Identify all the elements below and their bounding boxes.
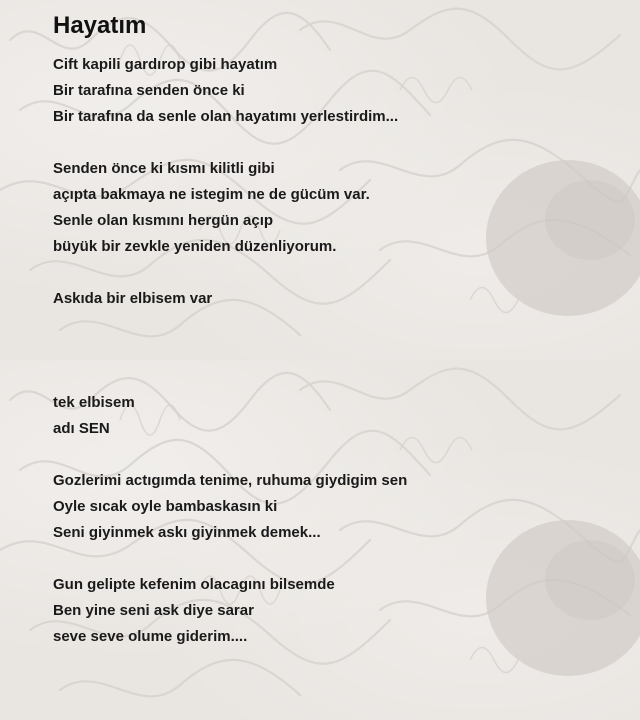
poem-line: Senden önce ki kısmı kilitli gibi xyxy=(53,160,275,177)
stanza-spacer xyxy=(53,130,613,156)
poem-container xyxy=(53,10,613,650)
poem-line: Gun gelipte kefenim olacagını bilsemde xyxy=(53,576,335,593)
stanza-1 xyxy=(53,52,613,130)
poem-line: Gozlerimi actıgımda tenime, ruhuma giydigim sen xyxy=(53,472,408,489)
poem-line: tek elbisem xyxy=(53,394,135,411)
poem-line: Ben yine seni ask diye sarar xyxy=(53,602,254,619)
poem-line: Oyle sıcak oyle bambaskasın ki xyxy=(53,498,278,515)
stanza-spacer xyxy=(53,312,613,390)
poem-line: Seni giyinmek askı giyinmek demek... xyxy=(53,524,321,541)
stanza-spacer xyxy=(53,442,613,468)
poem-line: açıpta bakmaya ne istegim ne de gücüm var. xyxy=(53,186,370,203)
poem-line: büyük bir zevkle yeniden düzenliyorum. xyxy=(53,238,337,255)
stanza-4 xyxy=(53,390,613,442)
stanza-3 xyxy=(53,286,613,312)
stanza-2 xyxy=(53,156,613,260)
poem-line: adı SEN xyxy=(53,420,110,437)
poem-line: seve seve olume giderim.... xyxy=(53,628,248,645)
stanza-5 xyxy=(53,468,613,546)
stanza-spacer xyxy=(53,260,613,286)
poem-line: Bir tarafına da senle olan hayatımı yerlestirdim... xyxy=(53,108,399,125)
stanza-spacer xyxy=(53,546,613,572)
poem-line: Cift kapili gardırop gibi hayatım xyxy=(53,56,278,73)
poem-title: Hayatım xyxy=(53,12,147,39)
poem-line: Senle olan kısmını hergün açıp xyxy=(53,212,274,229)
stanza-6 xyxy=(53,572,613,650)
poem-line: Askıda bir elbisem var xyxy=(53,290,213,307)
poem-line: Bir tarafına senden önce ki xyxy=(53,82,245,99)
